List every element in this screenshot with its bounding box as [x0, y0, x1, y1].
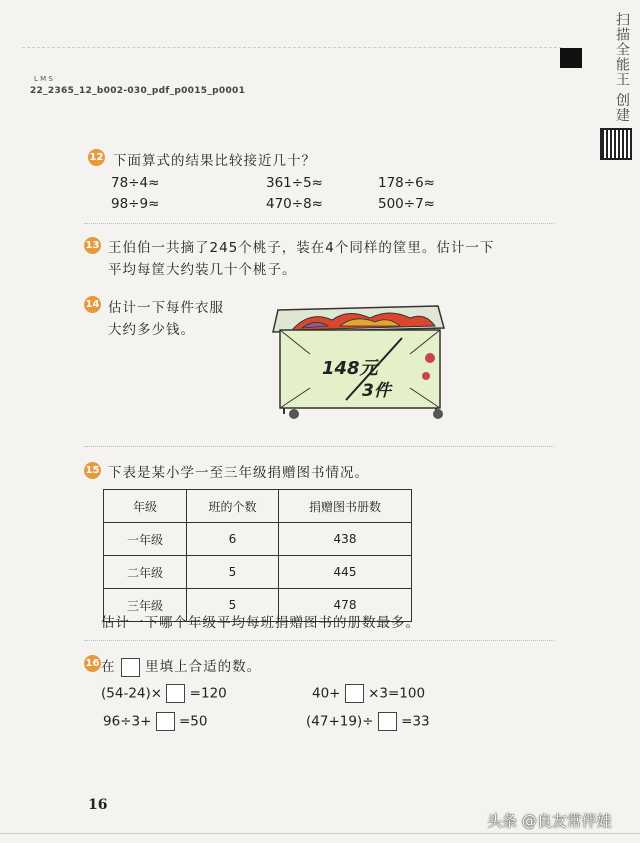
q16-expr-4: [306, 712, 430, 731]
qr-code-icon: [600, 128, 632, 160]
table-cell: 6: [187, 523, 279, 556]
separator: [84, 446, 554, 447]
answer-box[interactable]: [166, 684, 185, 703]
expr-left: (54-24)×: [101, 685, 163, 702]
q12-text: 下面算式的结果比较接近几十？: [113, 153, 316, 169]
donation-table: [103, 489, 412, 622]
q15-badge: 15: [84, 462, 101, 479]
q15-text: 下表是某小学一至三年级捐赠图书情况。: [108, 465, 369, 481]
separator: [84, 223, 554, 224]
q12-expr-1: 78÷4≈: [111, 175, 160, 191]
table-cell: 二年级: [104, 556, 187, 589]
q16-text: [101, 655, 261, 677]
answer-box[interactable]: [345, 684, 364, 703]
expr-right: ×3=100: [368, 685, 426, 702]
q16-suffix: 里填上合适的数。: [145, 659, 262, 675]
q16-prefix: 在: [101, 659, 116, 675]
price-label: 148元: [322, 358, 378, 379]
q12-badge: 12: [88, 149, 105, 166]
table-row: [104, 523, 412, 556]
answer-box[interactable]: [156, 712, 175, 731]
expr-right: =50: [178, 713, 208, 730]
q14-line-2: 大约多少钱。: [108, 322, 195, 338]
quantity-label: 3件: [362, 381, 391, 401]
table-header: 年级: [104, 490, 187, 523]
file-code: 22_2365_12_b002-030_pdf_p0015_p0001: [30, 86, 246, 96]
table-cell: 438: [279, 523, 412, 556]
q12-expr-6: 500÷7≈: [378, 196, 435, 212]
blank-box-sample: [121, 658, 140, 677]
table-header: 捐赠图书册数: [279, 490, 412, 523]
table-header-row: [104, 490, 412, 523]
expr-right: =120: [189, 685, 227, 702]
table-cell: 5: [187, 556, 279, 589]
expr-left: (47+19)÷: [306, 713, 374, 730]
expr-left: 96÷3+: [103, 713, 152, 730]
expr-left: 40+: [312, 685, 341, 702]
q13-line-2: 平均每筐大约装几十个桃子。: [108, 262, 297, 278]
q16-badge: 16: [84, 655, 101, 672]
table-cell: 478: [279, 589, 412, 622]
table-cell: 一年级: [104, 523, 187, 556]
table-cell: 5: [187, 589, 279, 622]
q12-expr-3: 178÷6≈: [378, 175, 435, 191]
table-row: [104, 556, 412, 589]
q15-followup: 估计一下哪个年级平均每班捐赠图书的册数最多。: [101, 615, 420, 631]
q14-line-1: 估计一下每件衣服: [108, 300, 224, 316]
page-number: 16: [88, 797, 108, 813]
q16-expr-1: [101, 684, 227, 703]
q12-expr-5: 470÷8≈: [266, 196, 323, 212]
watermark: 头条 @良友常伴娃: [487, 812, 612, 830]
answer-box[interactable]: [378, 712, 397, 731]
separator: [84, 640, 554, 641]
table-cell: 三年级: [104, 589, 187, 622]
q14-badge: 14: [84, 296, 101, 313]
q12-expr-2: 361÷5≈: [266, 175, 323, 191]
q12-expr-4: 98÷9≈: [111, 196, 160, 212]
scanner-side-text: 扫描全能王 创建: [614, 12, 630, 123]
q16-expr-2: [312, 684, 425, 703]
bottom-line: [0, 833, 640, 834]
header-small-text: L M S: [34, 75, 53, 83]
table-cell: 445: [279, 556, 412, 589]
top-divider: [22, 47, 562, 48]
q16-expr-3: [103, 712, 207, 731]
corner-mark: [560, 48, 582, 68]
q13-line-1: 王伯伯一共摘了245个桃子，装在4个同样的筐里。估计一下: [108, 240, 495, 256]
expr-right: =33: [401, 713, 430, 730]
q13-badge: 13: [84, 237, 101, 254]
table-header: 班的个数: [187, 490, 279, 523]
